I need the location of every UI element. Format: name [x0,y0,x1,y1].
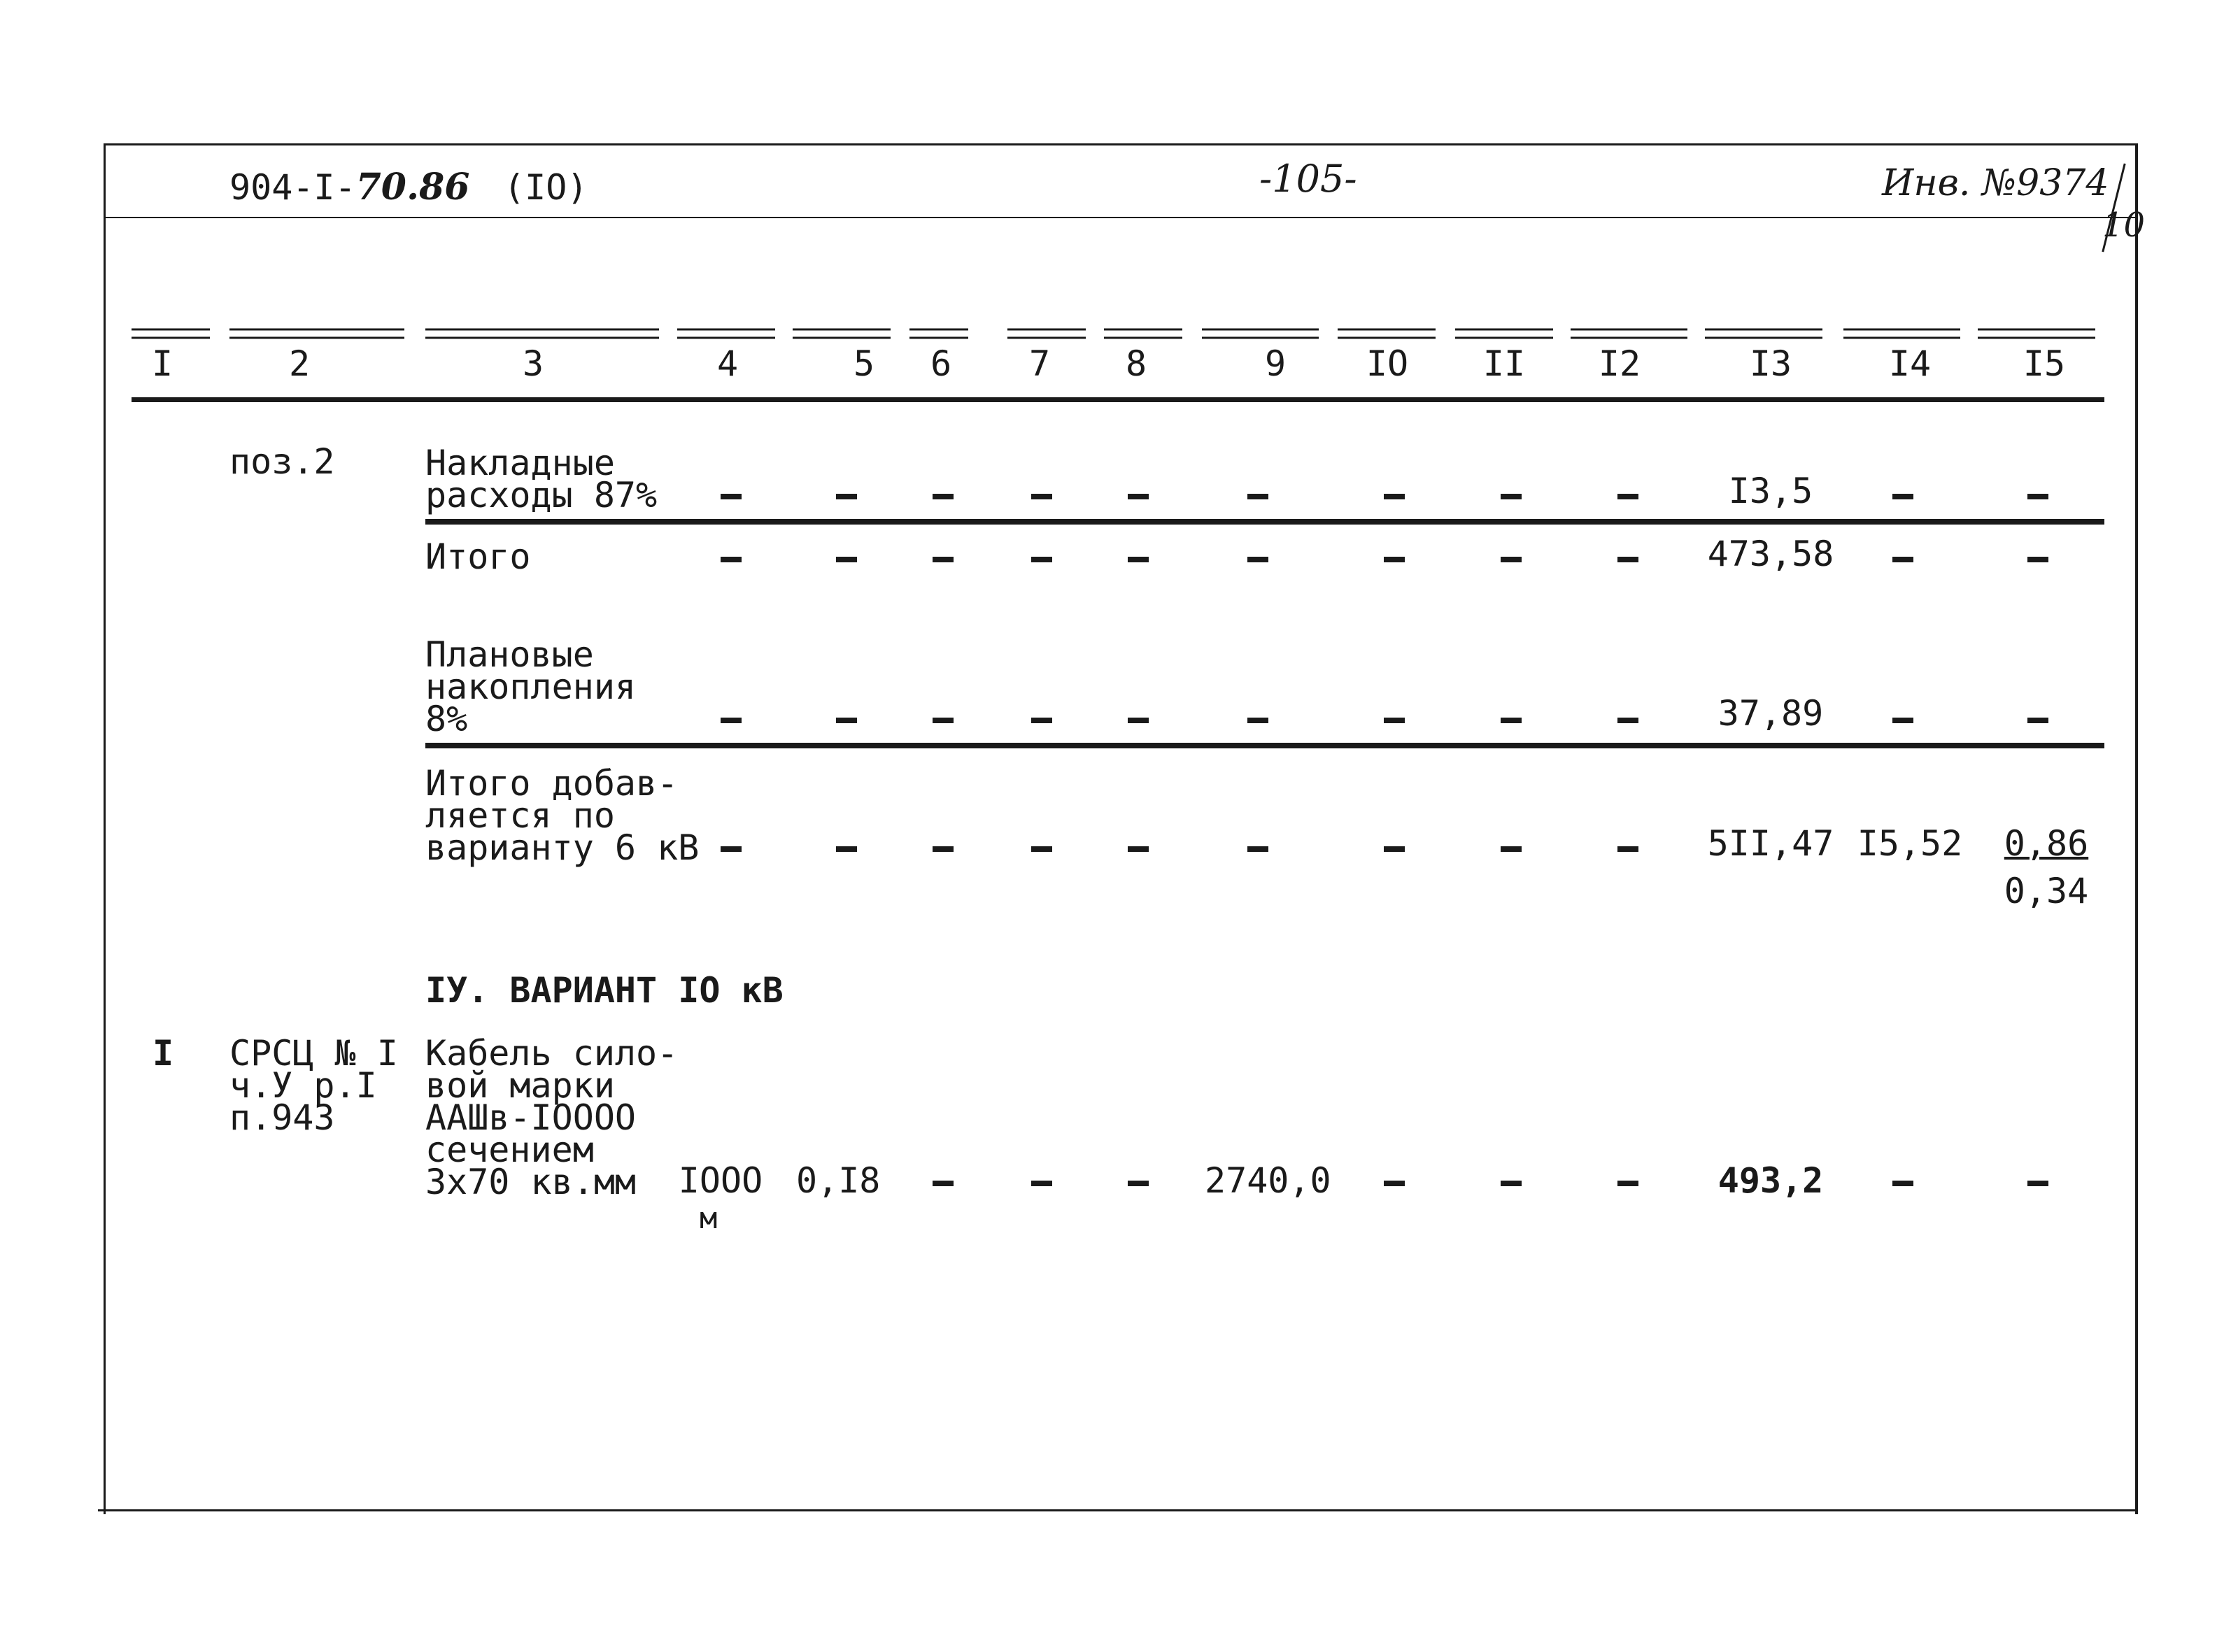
total1-label: Итого [425,536,531,577]
col-header-14: I4 [1888,343,1932,384]
planned-dash-c7 [1031,718,1052,723]
overhead-c13: I3,5 [1728,471,1813,511]
cable-label-line3: ААШв-IOOOO [425,1097,637,1138]
col-header-6: 6 [930,343,952,384]
total-added-dash-c8 [1128,846,1149,852]
total1-dash-c11 [1501,557,1522,562]
overhead-label-line2: расходы 87% [425,475,658,515]
total-added-c15-bottom: 0,34 [2004,871,2089,911]
overhead-dash-c4 [721,494,742,499]
planned-dash-c10 [1384,718,1405,723]
col-header-13: I3 [1749,343,1792,384]
col-header-2: 2 [288,343,311,384]
col-header-7: 7 [1028,343,1051,384]
cable-label-line2: вой марки [425,1065,615,1106]
total1-dash-c12 [1617,557,1638,562]
planned-label-line3: 8% [425,699,468,739]
planned-dash-c11 [1501,718,1522,723]
col-header-8: 8 [1125,343,1147,384]
overhead-dash-c6 [933,494,954,499]
cable-ref-line2: ч.У р.I [229,1065,377,1106]
inventory-extra: 10 [2102,206,2146,245]
total-added-dash-c9 [1247,846,1268,852]
col-header-11: II [1482,343,1526,384]
rule-after-overhead [425,519,2104,525]
total1-c13: 473,58 [1707,534,1834,574]
total1-dash-c7 [1031,557,1052,562]
planned-dash-c5 [836,718,857,723]
doc-code-handwritten: 70.86 [355,166,470,208]
planned-dash-c8 [1128,718,1149,723]
total-added-dash-c5 [836,846,857,852]
cable-c9: 2740,0 [1205,1160,1331,1201]
planned-label-line1: Плановые [425,634,594,675]
planned-c13: 37,89 [1717,693,1824,734]
overhead-label-line1: Накладные [425,443,615,483]
cable-label-line1: Кабель сило- [425,1033,679,1074]
cable-ref-line1: СРСЦ № I [229,1033,398,1074]
planned-dash-c14 [1892,718,1913,723]
planned-dash-c9 [1247,718,1268,723]
cable-label-line4: сечением [425,1130,594,1170]
col-header-12: I2 [1598,343,1641,384]
cable-dash-c8 [1128,1181,1149,1186]
overhead-dash-c9 [1247,494,1268,499]
total1-dash-c14 [1892,557,1913,562]
cable-dash-c12 [1617,1181,1638,1186]
cable-qty: IOOO [678,1160,763,1201]
total1-dash-c9 [1247,557,1268,562]
total-added-dash-c10 [1384,846,1405,852]
col-header-3: 3 [522,343,544,384]
total-added-dash-c7 [1031,846,1052,852]
cable-label-line5: 3х70 кв.мм [425,1162,637,1202]
total-added-c13: 5II,47 [1707,823,1834,864]
total1-dash-c4 [721,557,742,562]
col-header-10: IO [1366,343,1409,384]
total-added-dash-c11 [1501,846,1522,852]
total-added-dash-c6 [933,846,954,852]
total1-dash-c6 [933,557,954,562]
total1-dash-c10 [1384,557,1405,562]
cable-num: I [153,1033,174,1074]
col-header-5: 5 [853,343,875,384]
total-added-label-line2: ляется по [425,795,615,836]
cable-dash-c7 [1031,1181,1052,1186]
total-added-label-line3: варианту 6 кВ [425,827,700,868]
planned-dash-c15 [2027,718,2048,723]
overhead-dash-c5 [836,494,857,499]
cable-c13: 493,2 [1717,1160,1824,1201]
rule-after-planned [425,743,2104,748]
overhead-dash-c7 [1031,494,1052,499]
col-header-15: I5 [2023,343,2066,384]
col-header-4: 4 [716,343,739,384]
cable-dash-c15 [2027,1181,2048,1186]
cable-dash-c11 [1501,1181,1522,1186]
overhead-dash-c10 [1384,494,1405,499]
sheet-suffix: (IO) [504,167,588,208]
col-header-1: I [151,343,173,384]
planned-dash-c12 [1617,718,1638,723]
overhead-dash-c8 [1128,494,1149,499]
section-title: IУ. ВАРИАНТ IO кВ [425,970,784,1011]
total1-dash-c15 [2027,557,2048,562]
total1-dash-c8 [1128,557,1149,562]
col-header-9: 9 [1264,343,1287,384]
total-added-dash-c12 [1617,846,1638,852]
frame-bottom-line [98,1509,2137,1511]
overhead-dash-c15 [2027,494,2048,499]
total-added-dash-c4 [721,846,742,852]
cable-unit: м [700,1201,718,1235]
planned-dash-c6 [933,718,954,723]
overhead-dash-c11 [1501,494,1522,499]
total-added-c14: I5,52 [1857,823,1963,864]
overhead-ref: поз.2 [229,441,335,482]
page-number: -105- [1259,157,1357,201]
planned-dash-c4 [721,718,742,723]
header-bottom-rule [132,397,2104,402]
doc-code-printed: 904-I- [229,167,356,208]
inventory-number: Инв. №9374 [1882,162,2109,204]
total-added-c15-top: 0,86 [2004,823,2089,864]
cable-ref-line3: п.943 [229,1097,335,1138]
total1-dash-c5 [836,557,857,562]
total-added-label-line1: Итого добав- [425,763,679,804]
cable-dash-c14 [1892,1181,1913,1186]
cable-c5: 0,I8 [796,1160,881,1201]
cable-dash-c10 [1384,1181,1405,1186]
planned-label-line2: накопления [425,667,637,707]
overhead-dash-c12 [1617,494,1638,499]
cable-dash-c6 [933,1181,954,1186]
overhead-dash-c14 [1892,494,1913,499]
